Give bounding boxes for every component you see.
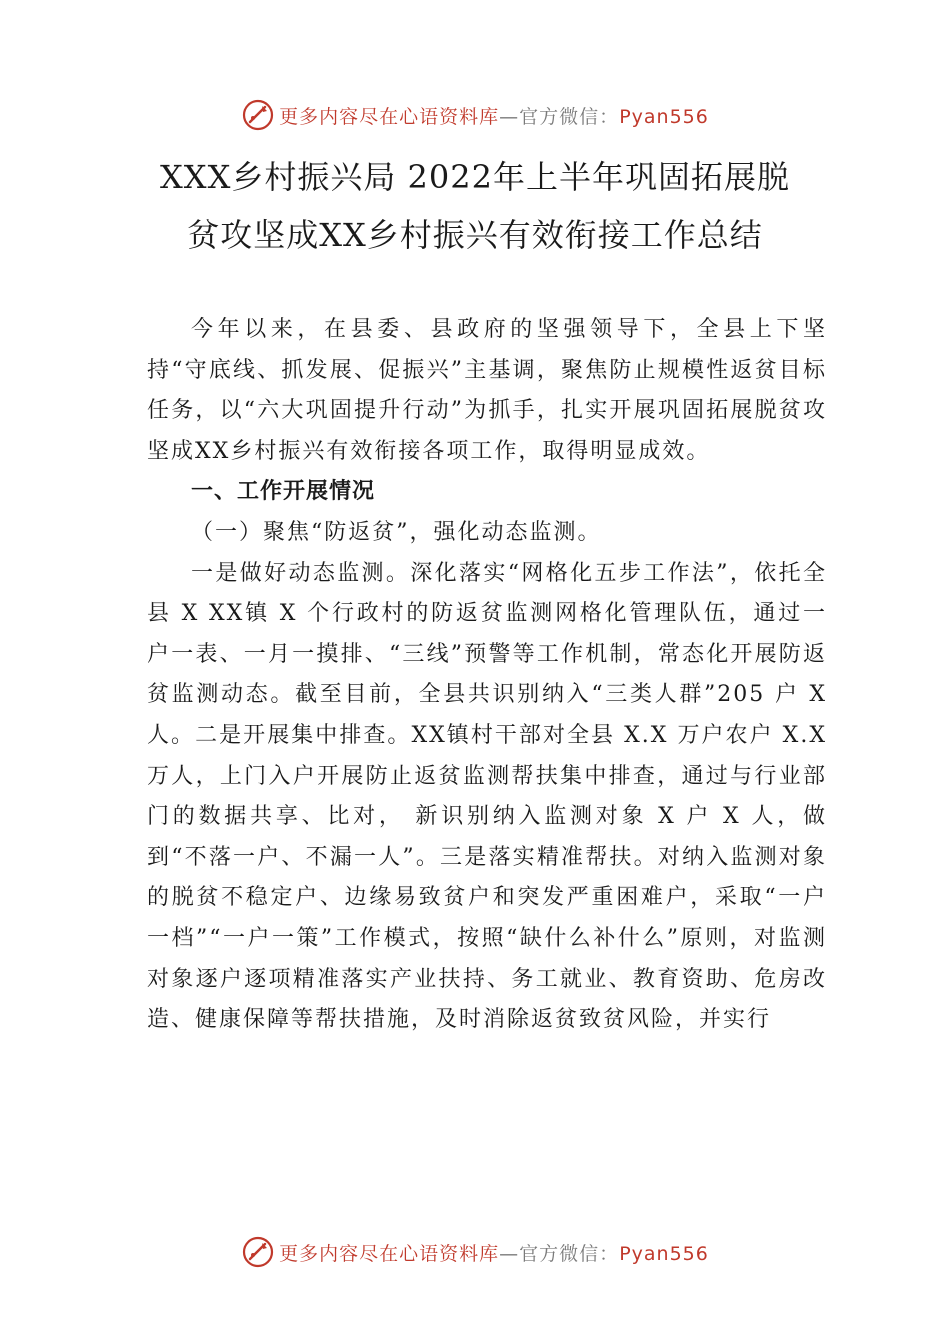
banner-dash: — (499, 1242, 520, 1265)
title-line-2: 贫攻坚成XX乡村振兴有效衔接工作总结 (187, 216, 763, 254)
banner-wechat-label: 官方微信： (519, 1242, 620, 1265)
subsection-heading: （一）聚焦“防返贫”，强化动态监测。 (191, 519, 602, 545)
banner-dash: — (499, 105, 520, 128)
banner-text (279, 102, 709, 129)
banner-wechat-id: Pyan556 (619, 1242, 709, 1265)
section-heading: 一、工作开展情况 (191, 479, 376, 505)
document-body (147, 310, 827, 1041)
body-paragraph: 一是做好动态监测。深化落实“网格化五步工作法”，依托全县 X XX镇 X 个行政村的防返贫监测网格化管理队伍，通过一户一表、一月一摸排、“三线”预警等工作机制，常态化开展防返贫监测动态。截至目前，全县共识别纳入“三类人群”205 户 X 人。二是开展集中排查。XX镇村干部对全县 X.X 万户农户 X.X 万人，上门入户开展防止返贫监测帮扶集中排查，通过与行业部门的数据共享、比对， 新识别纳入监测对象 X 户 X 人，做到“不落一户、不漏一人”。三是落实精准帮扶。对纳入监测对象的脱贫不稳定户、边缘易致贫户和突发严重困难户，采取“一户一档”“一户一策”工作模式，按照“缺什么补什么”原则，对监测对象逐户逐项精准落实产业扶持、务工就业、教育资助、危房改造、健康保障等帮扶措施，及时消除返贫致贫风险，并实行 (147, 560, 827, 1033)
document-title (0, 148, 950, 264)
banner-wechat-id: Pyan556 (619, 105, 709, 128)
banner-main-text: 更多内容尽在心语资料库 (279, 1242, 500, 1265)
banner-text (279, 1239, 709, 1266)
header-watermark-banner (0, 95, 950, 135)
title-line-1: XXX乡村振兴局 2022年上半年巩固拓展脱 (160, 158, 790, 196)
banner-main-text: 更多内容尽在心语资料库 (279, 105, 500, 128)
footer-watermark-banner (0, 1232, 950, 1272)
brand-logo-icon (241, 1235, 275, 1269)
brand-logo-icon (241, 98, 275, 132)
intro-paragraph: 今年以来，在县委、县政府的坚强领导下，全县上下坚持“守底线、抓发展、促振兴”主基调，聚焦防止规模性返贫目标任务，以“六大巩固提升行动”为抓手，扎实开展巩固拓展脱贫攻坚成XX乡村振兴有效衔接各项工作，取得明显成效。 (147, 317, 827, 464)
banner-wechat-label: 官方微信： (519, 105, 620, 128)
